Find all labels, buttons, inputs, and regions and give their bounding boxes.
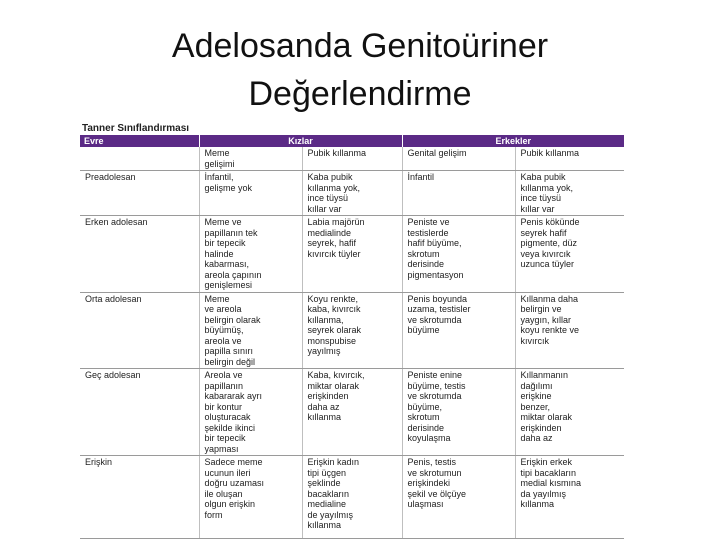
table-cell: Kaba, kıvırcık, miktar olarak erişkinden daha az kıllanma [302,369,402,456]
subheader-cell: Genital gelişim [402,147,515,171]
stage-cell: Erişkin [80,456,199,539]
header-evre: Evre [80,135,199,147]
table-caption: Tanner Sınıflandırması [82,123,190,134]
table-row [80,456,624,539]
table-cell: Meme ve areola belirgin olarak büyümüş, areola ve papilla sınırı belirgin değil [199,292,302,369]
table-cell: Koyu renkte, kaba, kıvırcık kıllanma, seyrek olarak monspubise yayılmış [302,292,402,369]
tanner-table [80,135,624,539]
table-cell: Erişkin erkek tipi bacakların medial kısmına da yayılmış kıllanma [515,456,624,539]
table-cell: Areola ve papillanın kabararak ayrı bir kontur oluşturacak şekilde ikinci bir tepecik yapması [199,369,302,456]
slide-title-line-2: Değerlendirme [248,75,472,113]
table-cell: Kaba pubik kıllanma yok, ince tüysü kıllar var [515,171,624,216]
slide-title [0,22,720,118]
table-cell: Kaba pubik kıllanma yok, ince tüysü kıllar var [302,171,402,216]
header-erkekler: Erkekler [402,135,624,147]
stage-cell: Preadolesan [80,171,199,216]
stage-cell: Erken adolesan [80,216,199,293]
subheader-row [80,147,624,171]
group-header-row [80,135,624,147]
subheader-cell [80,147,199,171]
table-cell: İnfantil, gelişme yok [199,171,302,216]
subheader-cell: Pubik kıllanma [515,147,624,171]
table-cell: Labia majörün medialinde seyrek, hafif kıvırcık tüyler [302,216,402,293]
table-cell: Erişkin kadın tipi üçgen şeklinde bacakların medialine de yayılmış kıllanma [302,456,402,539]
tanner-table-figure [80,122,624,530]
table-row [80,216,624,293]
table-cell: Penis boyunda uzama, testisler ve skrotumda büyüme [402,292,515,369]
stage-cell: Orta adolesan [80,292,199,369]
subheader-cell: Meme gelişimi [199,147,302,171]
table-cell: Kıllanma daha belirgin ve yaygın, kıllar koyu renkte ve kıvırcık [515,292,624,369]
header-kizlar: Kızlar [199,135,402,147]
table-row [80,292,624,369]
table-cell: Penis kökünde seyrek hafif pigmente, düz veya kıvırcık uzunca tüyler [515,216,624,293]
table-row [80,171,624,216]
table-cell: Peniste enine büyüme, testis ve skrotumda büyüme, skrotum derisinde koyulaşma [402,369,515,456]
table-cell: Peniste ve testislerde hafif büyüme, skrotum derisinde pigmentasyon [402,216,515,293]
table-cell: Kıllanmanın dağılımı erişkine benzer, miktar olarak erişkinden daha az [515,369,624,456]
table-row [80,369,624,456]
stage-cell: Geç adolesan [80,369,199,456]
table-cell: Meme ve papillanın tek bir tepecik halinde kabarması, areola çapının genişlemesi [199,216,302,293]
slide-title-line-1: Adelosanda Genitoüriner [171,27,549,65]
table-cell: Sadece meme ucunun ileri doğru uzaması ile oluşan olgun erişkin form [199,456,302,539]
subheader-cell: Pubik kıllanma [302,147,402,171]
table-cell: Penis, testis ve skrotumun erişkindeki şekil ve ölçüye ulaşması [402,456,515,539]
table-cell: İnfantil [402,171,515,216]
